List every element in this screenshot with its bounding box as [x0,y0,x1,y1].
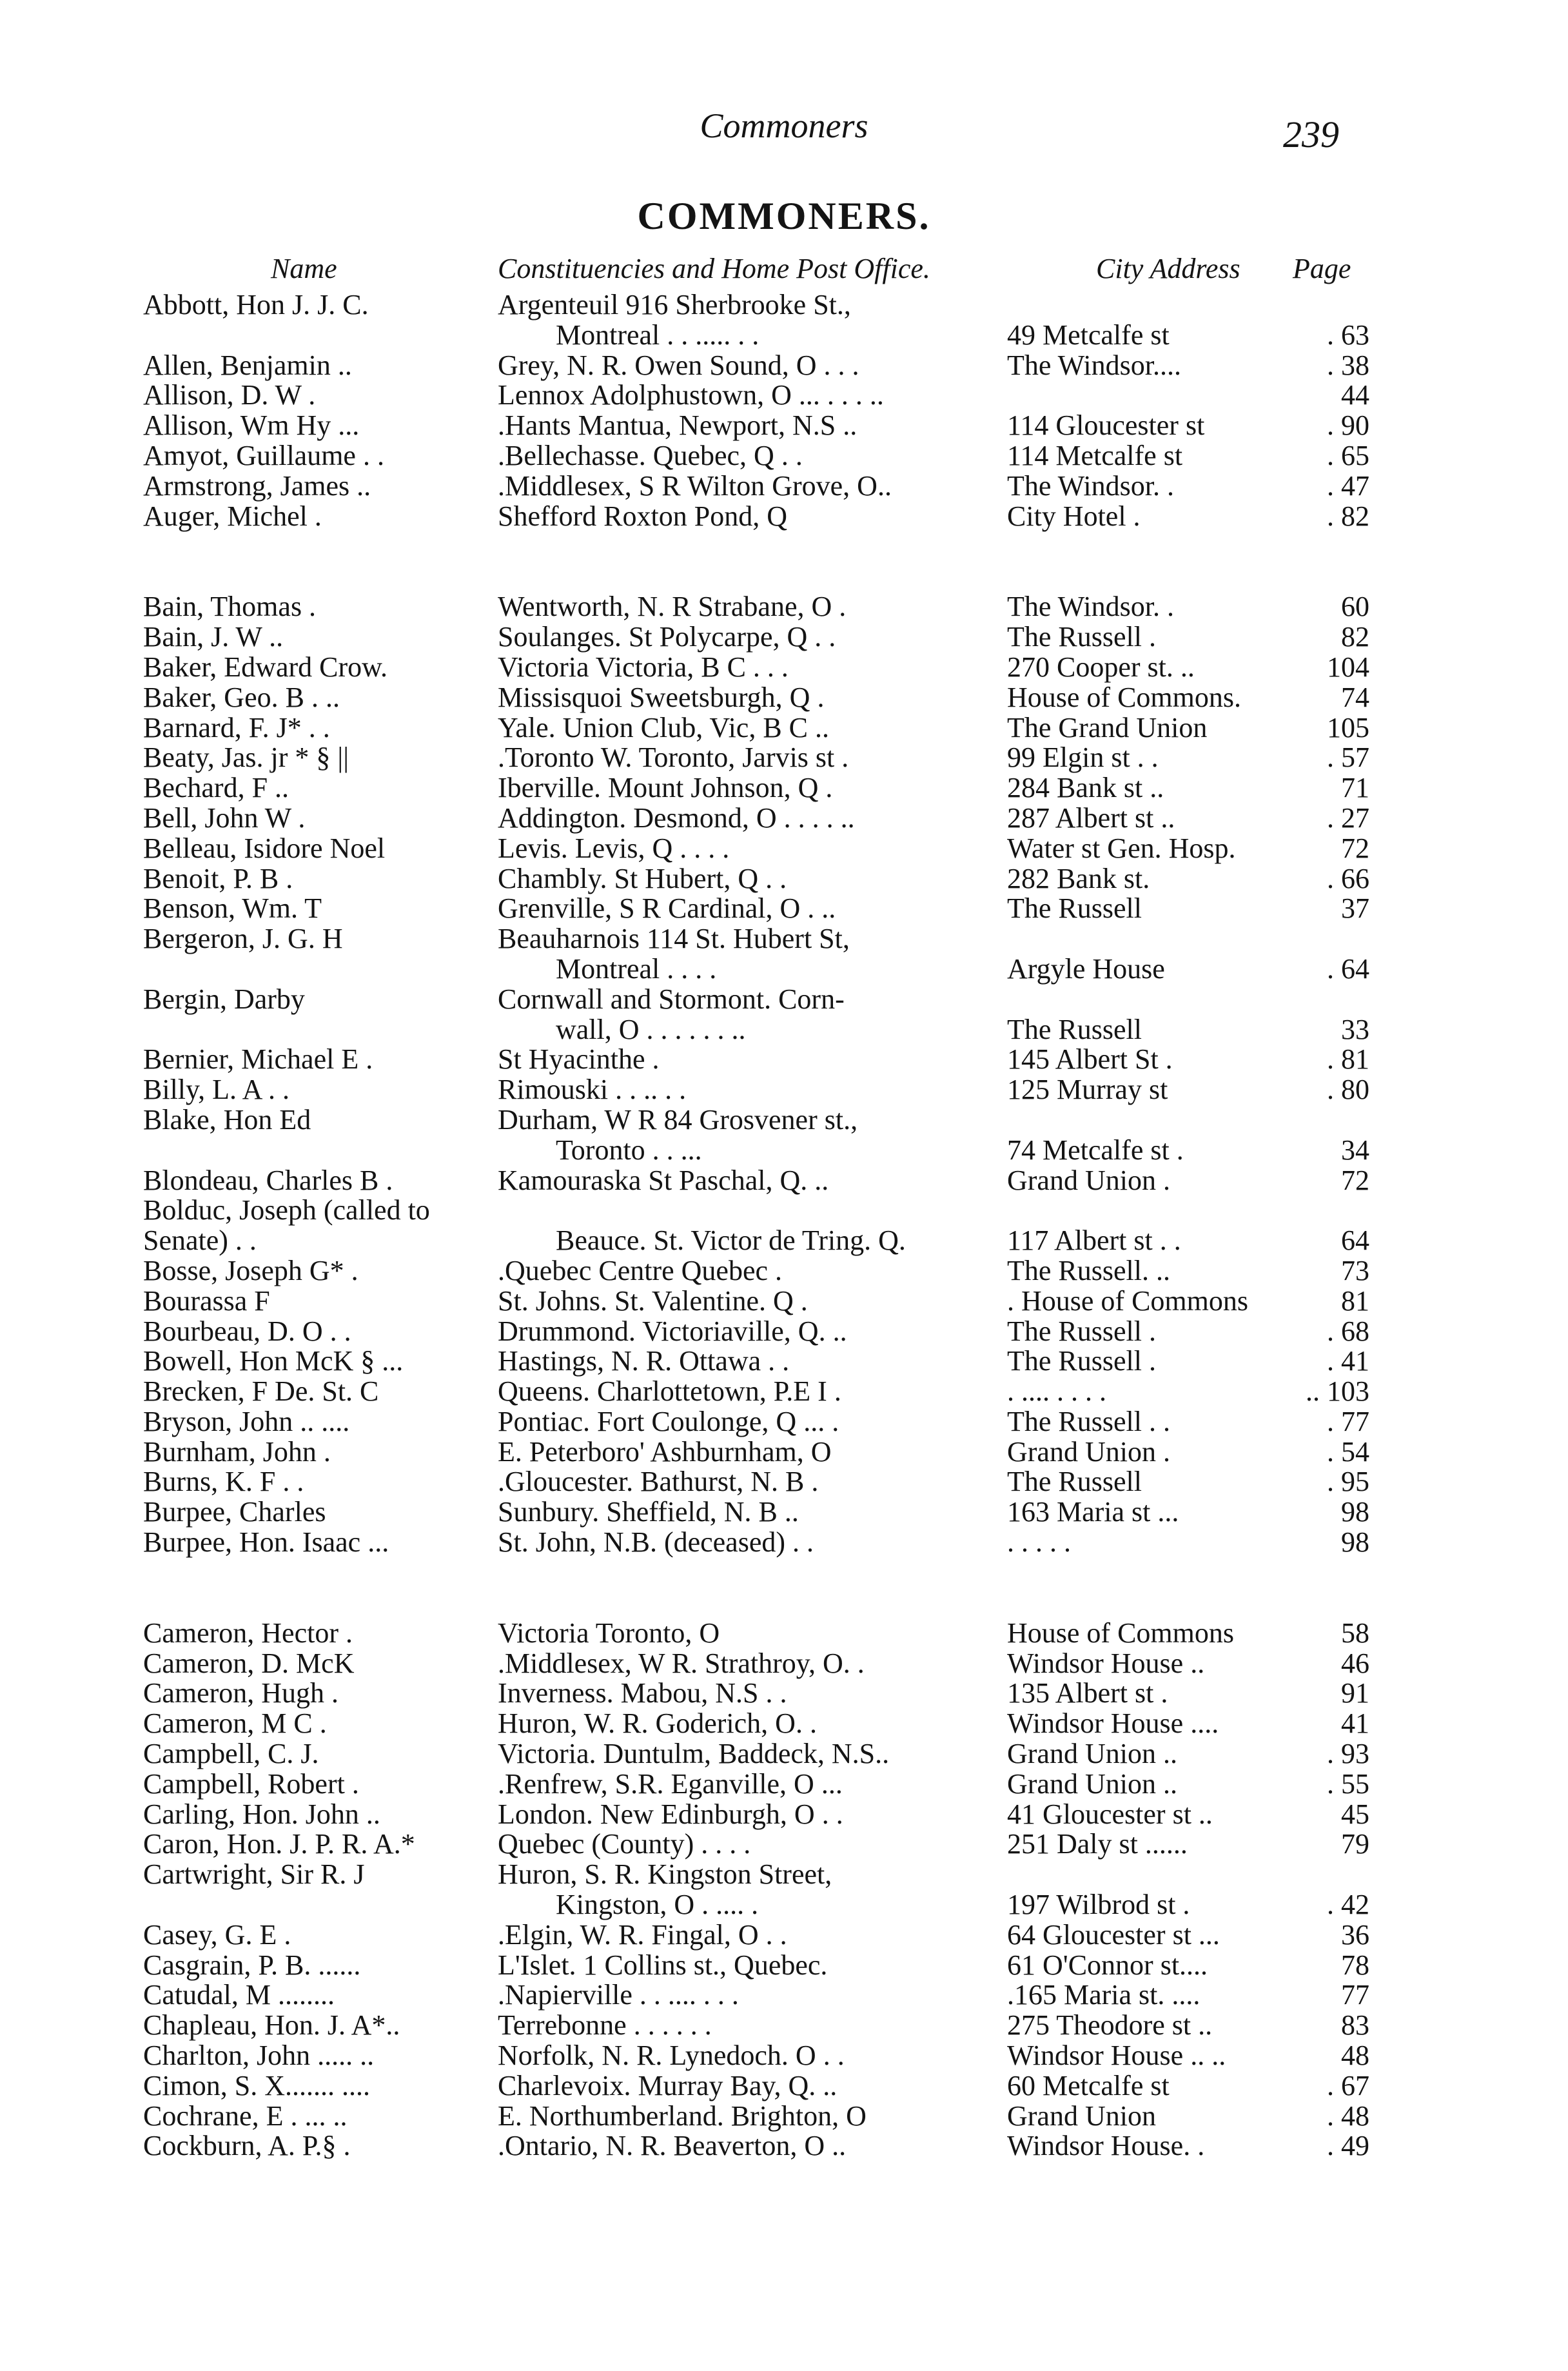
list-item [0,1195,1568,1226]
entry-address: House of Commons [1007,1617,1234,1649]
entry-name: Barnard, F. J* . . [143,711,330,743]
entry-address: . . . . . [1007,1526,1071,1559]
entry-page: . 27 [1327,802,1369,834]
entry-address: The Windsor. . [1007,591,1174,623]
entry-page: 98 [1341,1496,1369,1528]
entry-constituency: Victoria Victoria, B C . . . [498,651,789,683]
entry-address: 61 O'Connor st.... [1007,1949,1208,1981]
entry-page: 45 [1341,1798,1369,1830]
entry-name: Chapleau, Hon. J. A*.. [143,2009,400,2041]
entry-name: Benoit, P. B . [143,862,293,894]
entry-constituency: Charlevoix. Murray Bay, Q. .. [498,2069,838,2101]
entry-constituency: Huron, W. R. Goderich, O. . [498,1707,817,1740]
entry-name: Burns, K. F . . [143,1466,304,1498]
entry-constituency: Hastings, N. R. Ottawa . . [498,1345,790,1377]
entry-page: . 81 [1327,1043,1369,1076]
entry-constituency: Victoria. Duntulm, Baddeck, N.S.. [498,1738,890,1770]
list-item [0,834,1568,864]
entry-name: Armstrong, James .. [143,469,371,502]
entry-address: Argyle House [1007,952,1165,985]
list-item [0,1346,1568,1377]
entry-name: Amyot, Guillaume . . [143,439,384,471]
list-item [0,683,1568,713]
entry-address: The Windsor. . [1007,469,1174,502]
entry-page: .. 103 [1306,1375,1369,1408]
entry-name: Allison, D. W . [143,379,316,411]
entry-page: . 66 [1327,862,1369,894]
list-item [0,1528,1568,1558]
entry-page: . 82 [1327,500,1369,532]
entry-address: Windsor House .... [1007,1707,1219,1740]
list-item [0,380,1568,411]
entry-name: Campbell, Robert . [143,1767,359,1800]
list-item [0,1045,1568,1075]
entry-constituency: Shefford Roxton Pond, Q [498,500,787,532]
column-header-address: City Address [1096,253,1240,284]
list-item [0,2071,1568,2101]
list-item [0,985,1568,1015]
entry-address: 114 Gloucester st [1007,409,1205,442]
entry-name: Carling, Hon. John .. [143,1798,380,1830]
entry-name: Charlton, John ..... .. [143,2040,375,2072]
entry-page: . 38 [1327,349,1369,381]
entry-name: Cartwright, Sir R. J [143,1858,365,1891]
entry-page: 36 [1341,1918,1369,1951]
entry-constituency: St Hyacinthe . [498,1043,660,1076]
entry-page: 64 [1341,1225,1369,1257]
entry-constituency: Grey, N. R. Owen Sound, O . . . [498,349,859,381]
entry-constituency: Beauharnois 114 St. Hubert St, [498,923,850,955]
entry-name: Bergeron, J. G. H [143,923,343,955]
entry-page: . 77 [1327,1405,1369,1437]
entry-page: 33 [1341,1013,1369,1045]
list-item [0,1860,1568,1890]
entry-name: Cameron, Hector . [143,1617,353,1649]
entry-constituency: Chambly. St Hubert, Q . . [498,862,787,894]
entry-name: Cameron, M C . [143,1707,327,1740]
entry-constituency: E. Peterboro' Ashburnham, O [498,1435,832,1468]
list-item [0,1890,1568,1920]
entry-address: 197 Wilbrod st . [1007,1889,1190,1921]
page-number: 239 [1283,113,1339,155]
entry-page: 91 [1341,1677,1369,1709]
list-item [0,1015,1568,1045]
entry-address: Grand Union [1007,2100,1156,2132]
entry-name: Bourassa F [143,1284,270,1317]
list-item [0,2101,1568,2132]
entry-constituency: .Middlesex, W R. Strathroy, O. . [498,1647,865,1679]
entry-address: 125 Murray st [1007,1074,1168,1106]
entry-address: 163 Maria st ... [1007,1496,1179,1528]
entry-address: The Russell [1007,892,1142,925]
list-item [0,924,1568,954]
entry-page: . 67 [1327,2069,1369,2101]
entry-page: . 90 [1327,409,1369,442]
entry-group [0,1618,1568,2161]
entry-constituency: Yale. Union Club, Vic, B C .. [498,711,830,743]
column-header-name: Name [271,253,337,284]
entry-name: Bryson, John .. .... [143,1405,350,1437]
entry-name: Abbott, Hon J. J. C. [143,289,369,320]
entry-address: 60 Metcalfe st [1007,2069,1170,2101]
entry-constituency: Beauce. St. Victor de Tring. Q. [556,1225,906,1257]
entry-page: 71 [1341,772,1369,804]
list-item [0,471,1568,502]
list-item [0,1709,1568,1739]
entry-page: . 80 [1327,1074,1369,1106]
list-item [0,1407,1568,1437]
entry-name: Brecken, F De. St. C [143,1375,379,1408]
entry-address: Windsor House .. .. [1007,2040,1226,2072]
list-item [0,1829,1568,1860]
entry-address: 251 Daly st ...... [1007,1828,1188,1860]
list-item [0,773,1568,803]
entry-constituency: Kamouraska St Paschal, Q. .. [498,1164,829,1196]
entry-address: 145 Albert St . [1007,1043,1173,1076]
entry-address: .165 Maria st. .... [1007,1979,1200,2011]
entry-page: . 68 [1327,1315,1369,1347]
commoners-list [0,290,1568,2161]
entry-page: 37 [1341,892,1369,925]
entry-address: The Russell [1007,1013,1142,1045]
entry-address: 74 Metcalfe st . [1007,1134,1184,1166]
section-title: COMMONERS. [637,195,931,237]
entry-constituency: Quebec (County) . . . . [498,1828,751,1860]
entry-address: Water st Gen. Hosp. [1007,832,1236,864]
entry-page: 72 [1341,1164,1369,1196]
entry-constituency: Rimouski . . .. . . [498,1074,687,1106]
entry-name: Cimon, S. X....... .... [143,2069,371,2101]
entry-page: 104 [1327,651,1369,683]
entry-name: Cameron, D. McK [143,1647,355,1679]
entry-constituency: Sunbury. Sheffield, N. B .. [498,1496,799,1528]
entry-name: Bosse, Joseph G* . [143,1254,358,1286]
list-item [0,1980,1568,2011]
list-item [0,351,1568,381]
entry-page: 60 [1341,591,1369,623]
entry-page: 48 [1341,2040,1369,2072]
entry-name: Cockburn, A. P.§ . [143,2130,351,2162]
list-item [0,954,1568,985]
entry-name: Casey, G. E . [143,1918,291,1951]
entry-name: Burpee, Hon. Isaac ... [143,1526,389,1559]
entry-constituency: .Renfrew, S.R. Eganville, O ... [498,1767,843,1800]
entry-name: Burnham, John . [143,1435,331,1468]
entry-constituency: .Bellechasse. Quebec, Q . . [498,439,803,471]
entry-page: 98 [1341,1526,1369,1559]
entry-name: Campbell, C. J. [143,1738,319,1770]
entry-constituency: Montreal . . . . [556,952,717,985]
entry-address: Windsor House. . [1007,2130,1205,2162]
entry-page: . 65 [1327,439,1369,471]
entry-address: 114 Metcalfe st [1007,439,1183,471]
entry-name: Auger, Michel . [143,500,322,532]
entry-address: The Russell . [1007,1315,1156,1347]
entry-group [0,290,1568,531]
list-item [0,1136,1568,1166]
entry-page: 82 [1341,621,1369,653]
entry-name: Casgrain, P. B. ...... [143,1949,361,1981]
entry-page: 77 [1341,1979,1369,2011]
entry-name: Bernier, Michael E . [143,1043,373,1076]
entry-address: The Russell . [1007,621,1156,653]
entry-name: Blake, Hon Ed [143,1103,311,1136]
entry-page: . 64 [1327,952,1369,985]
entry-address: The Russell. .. [1007,1254,1170,1286]
list-item [0,864,1568,894]
list-item [0,1226,1568,1256]
list-item [0,592,1568,622]
entry-constituency: St. John, N.B. (deceased) . . [498,1526,814,1559]
list-item [0,1649,1568,1679]
entry-name: Benson, Wm. T [143,892,322,925]
entry-page: 41 [1341,1707,1369,1740]
entry-constituency: .Elgin, W. R. Fingal, O . . [498,1918,787,1951]
entry-name: Bowell, Hon McK § ... [143,1345,404,1377]
entry-constituency: Addington. Desmond, O . . . . .. [498,802,855,834]
list-item [0,894,1568,924]
entry-page: 78 [1341,1949,1369,1981]
list-item [0,2011,1568,2041]
list-item [0,1317,1568,1347]
entry-full-text: Bolduc, Joseph (called to [143,1194,430,1226]
list-item [0,1800,1568,1830]
entry-address: 99 Elgin st . . [1007,742,1159,774]
list-item [0,320,1568,351]
entry-page: 44 [1341,379,1369,411]
entry-page: 81 [1341,1284,1369,1317]
column-header-constituency: Constituencies and Home Post Office. [498,253,930,284]
entry-name: Allen, Benjamin .. [143,349,352,381]
running-head: Commoners [700,106,868,145]
entry-constituency: St. Johns. St. Valentine. Q . [498,1284,808,1317]
entry-name: Cameron, Hugh . [143,1677,339,1709]
entry-page: . 42 [1327,1889,1369,1921]
entry-page: 34 [1341,1134,1369,1166]
entry-constituency: Cornwall and Stormont. Corn- [498,983,845,1015]
entry-constituency: Soulanges. St Polycarpe, Q . . [498,621,836,653]
entry-name: Blondeau, Charles B . [143,1164,393,1196]
entry-page: 72 [1341,832,1369,864]
entry-constituency: Missisquoi Sweetsburgh, Q . [498,681,825,713]
entry-address: 49 Metcalfe st [1007,319,1170,351]
list-item [0,713,1568,743]
entry-name: Allison, Wm Hy ... [143,409,360,442]
entry-address: 135 Albert st . [1007,1677,1168,1709]
entry-group [0,592,1568,1558]
entry-constituency: .Gloucester. Bathurst, N. B . [498,1466,819,1498]
list-item [0,622,1568,653]
entry-address: . .... . . . . [1007,1375,1106,1408]
entry-constituency: Toronto . . ... [556,1134,702,1166]
entry-constituency: Huron, S. R. Kingston Street, [498,1858,832,1891]
list-item [0,502,1568,532]
entry-constituency: Norfolk, N. R. Lynedoch. O . . [498,2040,845,2072]
entry-page: . 57 [1327,742,1369,774]
entry-address: The Windsor.... [1007,349,1181,381]
list-item [0,1920,1568,1951]
list-item [0,653,1568,683]
list-item [0,1678,1568,1709]
entry-name: Caron, Hon. J. P. R. A.* [143,1828,415,1860]
list-item [0,1105,1568,1136]
entry-constituency: Pontiac. Fort Coulonge, Q ... . [498,1405,839,1437]
entry-address: The Russell [1007,1466,1142,1498]
entry-constituency: wall, O . . . . . . .. [556,1013,746,1045]
entry-page: 73 [1341,1254,1369,1286]
list-item [0,1467,1568,1497]
entry-address: 284 Bank st .. [1007,772,1164,804]
entry-constituency: L'Islet. 1 Collins st., Quebec. [498,1949,828,1981]
entry-address: Windsor House .. [1007,1647,1205,1679]
entry-page: . 54 [1327,1435,1369,1468]
list-item [0,2131,1568,2161]
list-item [0,1437,1568,1468]
entry-constituency: .Toronto W. Toronto, Jarvis st . [498,742,849,774]
entry-name: Beaty, Jas. jr * § || [143,742,349,774]
entry-address: Grand Union .. [1007,1767,1177,1800]
entry-name: Cochrane, E . ... .. [143,2100,348,2132]
entry-constituency: Terrebonne . . . . . . [498,2009,712,2041]
entry-constituency: Iberville. Mount Johnson, Q . [498,772,833,804]
entry-name: Belleau, Isidore Noel [143,832,386,864]
entry-name: Bell, John W . [143,802,306,834]
entry-address: Grand Union .. [1007,1738,1177,1770]
entry-constituency: London. New Edinburgh, O . . [498,1798,843,1830]
entry-page: 58 [1341,1617,1369,1649]
entry-address: House of Commons. [1007,681,1241,713]
entry-address: 64 Gloucester st ... [1007,1918,1220,1951]
entry-constituency: .Quebec Centre Quebec . [498,1254,783,1286]
entry-address: . House of Commons [1007,1284,1248,1317]
entry-name: Bourbeau, D. O . . [143,1315,351,1347]
entry-constituency: Inverness. Mabou, N.S . . [498,1677,787,1709]
entry-name: Billy, L. A . . [143,1074,289,1106]
entry-page: . 63 [1327,319,1369,351]
entry-page: . 48 [1327,2100,1369,2132]
entry-address: Grand Union . [1007,1435,1170,1468]
entry-constituency: Lennox Adolphustown, O ... . . . .. [498,379,884,411]
list-item [0,1618,1568,1649]
list-item [0,1166,1568,1196]
entry-page: 105 [1327,711,1369,743]
entry-constituency: Durham, W R 84 Grosvener st., [498,1103,858,1136]
entry-constituency: Victoria Toronto, O [498,1617,720,1649]
entry-name: Bechard, F .. [143,772,289,804]
list-item [0,1769,1568,1800]
entry-address: 282 Bank st. [1007,862,1150,894]
list-item [0,290,1568,320]
entry-page: . 41 [1327,1345,1369,1377]
entry-address: The Russell . [1007,1345,1156,1377]
entry-address: 41 Gloucester st .. [1007,1798,1213,1830]
entry-page: 79 [1341,1828,1369,1860]
list-item [0,1286,1568,1317]
entry-constituency: .Ontario, N. R. Beaverton, O .. [498,2130,847,2162]
entry-page: . 55 [1327,1767,1369,1800]
entry-name: Baker, Geo. B . .. [143,681,340,713]
list-item [0,743,1568,773]
entry-constituency: Levis. Levis, Q . . . . [498,832,730,864]
list-item [0,2041,1568,2071]
entry-address: 117 Albert st . . [1007,1225,1181,1257]
list-item [0,1377,1568,1407]
entry-name: Bain, Thomas . [143,591,317,623]
entry-constituency: Kingston, O . .... . [556,1889,759,1921]
column-header-page: Page [1293,253,1351,284]
entry-constituency: Queens. Charlottetown, P.E I . [498,1375,841,1408]
entry-address: 275 Theodore st .. [1007,2009,1213,2041]
entry-page: . 47 [1327,469,1369,502]
entry-page: 74 [1341,681,1369,713]
list-item [0,1951,1568,1981]
entry-page: . 95 [1327,1466,1369,1498]
entry-name: Senate) . . [143,1225,257,1257]
entry-constituency: .Middlesex, S R Wilton Grove, O.. [498,469,892,502]
entry-constituency: Wentworth, N. R Strabane, O . [498,591,847,623]
entry-address: The Grand Union [1007,711,1208,743]
entry-constituency: .Napierville . . .... . . . [498,1979,739,2011]
entry-page: 46 [1341,1647,1369,1679]
entry-constituency: Montreal . . ..... . . [556,319,760,351]
entry-name: Bergin, Darby [143,983,305,1015]
entry-address: 287 Albert st .. [1007,802,1175,834]
entry-constituency: E. Northumberland. Brighton, O [498,2100,867,2132]
entry-address: The Russell . . [1007,1405,1170,1437]
entry-constituency: .Hants Mantua, Newport, N.S .. [498,409,858,442]
entry-constituency: Grenville, S R Cardinal, O . .. [498,892,836,925]
entry-name: Baker, Edward Crow. [143,651,388,683]
entry-name: Catudal, M ........ [143,1979,335,2011]
list-item [0,1497,1568,1528]
entry-address: Grand Union . [1007,1164,1170,1196]
list-item [0,1256,1568,1286]
entry-page: . 49 [1327,2130,1369,2162]
entry-address: 270 Cooper st. .. [1007,651,1195,683]
entry-page: 83 [1341,2009,1369,2041]
list-item [0,803,1568,834]
list-item [0,441,1568,471]
list-item [0,411,1568,441]
list-item [0,1075,1568,1105]
list-item [0,1739,1568,1769]
entry-constituency: Drummond. Victoriaville, Q. .. [498,1315,847,1347]
entry-name: Bain, J. W .. [143,621,284,653]
entry-page: . 93 [1327,1738,1369,1770]
entry-address: City Hotel . [1007,500,1141,532]
entry-name: Burpee, Charles [143,1496,326,1528]
entry-constituency: Argenteuil 916 Sherbrooke St., [498,289,851,320]
